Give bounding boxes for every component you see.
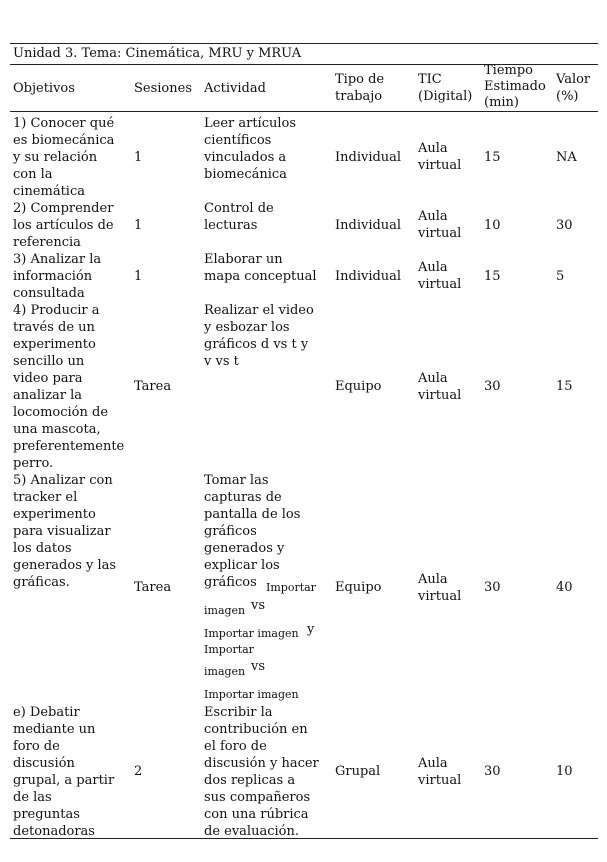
row3-actividad: Elaborar un mapa conceptual <box>204 252 317 284</box>
header-objetivos: Objetivos <box>13 81 75 96</box>
y-label: y <box>307 622 315 637</box>
header-rule <box>10 111 598 112</box>
row1-actividad: Leer artículos científicos vinculados a biomecánica <box>204 116 297 182</box>
row4-sesiones: Tarea <box>134 379 172 394</box>
row1-tipo: Individual <box>335 150 402 165</box>
row5-tiempo: 30 <box>484 580 501 595</box>
row1-tic: Aula virtual <box>418 141 462 173</box>
row1-tiempo: 15 <box>484 150 501 165</box>
table-bottom-rule <box>10 838 598 839</box>
vs-label-1: vs <box>251 598 266 613</box>
row4-actividad: Realizar el video y esbozar los gráficos d vs t y v vs t <box>204 303 314 369</box>
header-tic: TIC (Digital) <box>418 72 473 104</box>
row6-sesiones: 2 <box>134 764 143 779</box>
row4-tipo: Equipo <box>335 379 382 394</box>
row3-sesiones: 1 <box>134 269 143 284</box>
row4-valor: 15 <box>556 379 573 394</box>
row2-objetivo: 2) Comprender los artículos de referencia <box>13 201 114 250</box>
row2-tic: Aula virtual <box>418 209 462 241</box>
row6-valor: 10 <box>556 764 573 779</box>
row2-actividad: Control de lecturas <box>204 201 274 233</box>
row4-tic: Aula virtual <box>418 371 462 403</box>
row1-objetivo: 1) Conocer qué es biomecánica y su relación con la cinemática <box>13 116 115 199</box>
table-top-rule <box>10 43 598 44</box>
row5-tipo: Equipo <box>335 580 382 595</box>
row1-sesiones: 1 <box>134 150 143 165</box>
row6-tipo: Grupal <box>335 764 381 779</box>
row4-tiempo: 30 <box>484 379 501 394</box>
row4-objetivo: 4) Producir a través de un experimento sencillo un video para analizar la locomoción de una mascota, preferentemente perro. <box>13 303 125 471</box>
row3-objetivo: 3) Analizar la información consultada <box>13 252 102 301</box>
vs-label-2: vs <box>251 659 266 674</box>
row5-sesiones: Tarea <box>134 580 172 595</box>
row2-tiempo: 10 <box>484 218 501 233</box>
row6-objetivo: e) Debatir mediante un foro de discusión grupal, a partir de las preguntas detonadoras <box>13 705 115 839</box>
import-image-placeholder-3b: imagen <box>204 665 246 678</box>
row2-tipo: Individual <box>335 218 402 233</box>
table-title: Unidad 3. Tema: Cinemática, MRU y MRUA <box>13 46 302 61</box>
header-actividad: Actividad <box>204 81 266 96</box>
header-tiempo: Tiempo Estimado (min) <box>484 63 546 110</box>
import-image-placeholder-1: Importar <box>266 581 316 594</box>
header-tipo: Tipo de trabajo <box>335 72 385 104</box>
header-sesiones: Sesiones <box>134 81 192 96</box>
import-image-placeholder-4: Importar imagen <box>204 688 299 701</box>
row2-sesiones: 1 <box>134 218 143 233</box>
row6-tic: Aula virtual <box>418 756 462 788</box>
row3-tipo: Individual <box>335 269 402 284</box>
header-valor: Valor (%) <box>556 72 591 104</box>
row3-tic: Aula virtual <box>418 260 462 292</box>
row6-tiempo: 30 <box>484 764 501 779</box>
row3-tiempo: 15 <box>484 269 501 284</box>
row5-objetivo: 5) Analizar con tracker el experimento para visualizar los datos generados y las gráficas. <box>13 473 117 590</box>
row5-valor: 40 <box>556 580 573 595</box>
row6-actividad: Escribir la contribución en el foro de discusión y hacer dos replicas a sus compañeros con una rúbrica de evaluación. <box>204 705 319 839</box>
import-image-placeholder-1b: imagen <box>204 604 246 617</box>
row2-valor: 30 <box>556 218 573 233</box>
import-image-placeholder-2: Importar imagen <box>204 627 299 640</box>
row3-valor: 5 <box>556 269 565 284</box>
row5-tic: Aula virtual <box>418 572 462 604</box>
row5-actividad: Tomar las capturas de pantalla de los gráficos generados y explicar los gráficos <box>204 473 301 590</box>
row1-valor: NA <box>556 150 577 165</box>
import-image-placeholder-3: Importar <box>204 643 254 656</box>
